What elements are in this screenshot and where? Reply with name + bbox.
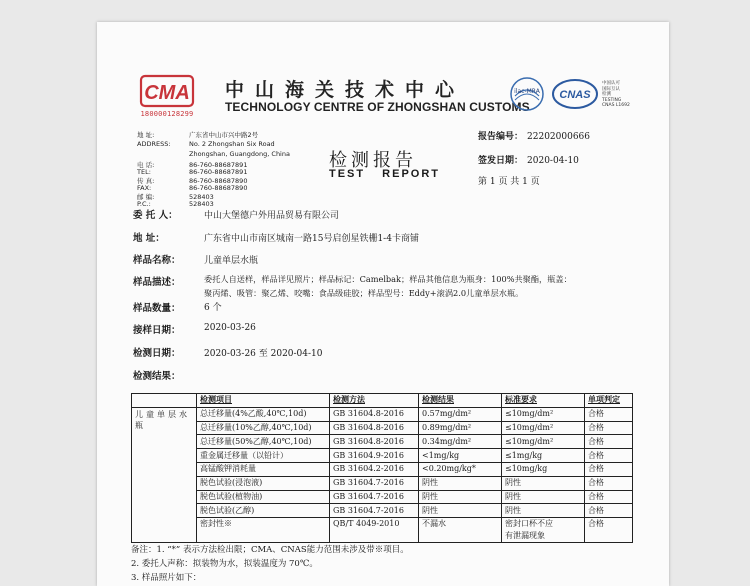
report-number: 报告编号： 22202000666 <box>478 132 591 142</box>
sample-desc-line: 聚丙烯、吸管：聚乙烯、咬嘴：食品级硅胶；样品型号：Eddy+滚涡2.0儿童单层水瓶。 <box>204 288 524 298</box>
table-cell: 总迁移量(50%乙醇,40℃,10d) <box>197 435 330 449</box>
cnas-label: CNAS <box>559 89 591 101</box>
table-cell: 不漏水 <box>419 518 502 543</box>
table-cell: 阴性 <box>419 476 502 490</box>
table-cell: 阴性 <box>502 504 585 518</box>
table-cell: GB 31604.7-2016 <box>330 490 419 504</box>
table-cell: 脱色试验(浸泡液) <box>197 476 330 490</box>
client-label: 委 托 人： <box>133 210 178 221</box>
table-cell: 合格 <box>585 407 633 421</box>
client-value: 中山大堡德户外用品贸易有限公司 <box>204 211 340 221</box>
table-cell: 阴性 <box>502 490 585 504</box>
table-cell: 0.34mg/dm² <box>419 435 502 449</box>
address-line: P.C.: 528403 <box>137 200 214 208</box>
table-cell: 高锰酸钾消耗量 <box>197 462 330 476</box>
table-cell: 合格 <box>585 504 633 518</box>
table-cell: 阴性 <box>419 490 502 504</box>
sample-qty-label: 样品数量： <box>133 303 181 314</box>
table-cell: 合格 <box>585 421 633 435</box>
cnas-logo-icon <box>551 78 599 110</box>
report-title-cn: 检测报告 <box>329 150 417 171</box>
table-row <box>132 518 633 543</box>
ilac-mra-logo-icon <box>509 76 545 112</box>
org-title-en: TECHNOLOGY CENTRE OF ZHONGSHAN CUSTOMS <box>225 100 530 114</box>
table-cell: 合格 <box>585 435 633 449</box>
table-row <box>132 462 633 476</box>
table-header-cell: 检测结果 <box>419 394 502 408</box>
table-cell: 合格 <box>585 449 633 463</box>
table-cell: 0.89mg/dm² <box>419 421 502 435</box>
address-line: Zhongshan, Guangdong, China <box>189 150 290 158</box>
table-header-row <box>132 394 633 408</box>
test-result-label: 检测结果： <box>133 371 181 382</box>
table-cell: 合格 <box>585 518 633 543</box>
table-cell: <1mg/kg <box>419 449 502 463</box>
table-cell: GB 31604.8-2016 <box>330 407 419 421</box>
table-cell: GB 31604.2-2016 <box>330 462 419 476</box>
table-cell: 密封口杯不应 有泄漏现象 <box>502 518 585 543</box>
table-cell: ≤10mg/dm² <box>502 421 585 435</box>
table-header-cell: 单项判定 <box>585 394 633 408</box>
table-row <box>132 476 633 490</box>
table-cell: 总迁移量(4%乙酸,40℃,10d) <box>197 407 330 421</box>
table-cell: ≤10mg/dm² <box>502 407 585 421</box>
test-date-label: 检测日期： <box>133 348 181 359</box>
table-cell: 合格 <box>585 490 633 504</box>
cnas-caption: 中国认可 国际互认 检测 TESTING CNAS L1692 <box>602 81 630 108</box>
report-paper <box>97 22 669 586</box>
sample-cell: 儿童单层水瓶 <box>132 407 197 542</box>
address-value: 广东省中山市南区城南一路15号启创星铁栅1-4卡商铺 <box>204 234 419 244</box>
table-cell: 合格 <box>585 462 633 476</box>
table-row <box>132 490 633 504</box>
table-cell: 阴性 <box>419 504 502 518</box>
table-row <box>132 449 633 463</box>
table-header-cell: 检测项目 <box>197 394 330 408</box>
table-cell: QB/T 4049-2010 <box>330 518 419 543</box>
address-label: 地 址： <box>133 233 165 244</box>
table-cell: ≤10mg/kg <box>502 462 585 476</box>
note-line: 备注：1. “*” 表示方法检出限；CMA、CNAS能力范围未涉及带※项目。 <box>131 545 409 555</box>
table-header-cell: 检测方法 <box>330 394 419 408</box>
address-line: ADDRESS: No. 2 Zhongshan Six Road <box>137 140 275 148</box>
table-cell: 脱色试验(乙醇) <box>197 504 330 518</box>
table-cell: 合格 <box>585 476 633 490</box>
address-line: 传 真: 86-760-88687890 <box>137 177 248 185</box>
sample-name-value: 儿童单层水瓶 <box>204 256 259 266</box>
table-cell: 密封性※ <box>197 518 330 543</box>
address-line: 邮 编: 528403 <box>137 193 214 201</box>
ilac-label: ilac-MRA <box>514 88 540 95</box>
cma-logo-icon <box>139 72 195 110</box>
page-number: 第 1 页 共 1 页 <box>478 177 540 187</box>
table-row <box>132 421 633 435</box>
table-cell: GB 31604.8-2016 <box>330 421 419 435</box>
issue-date: 签发日期： 2020-04-10 <box>478 156 579 166</box>
table-row <box>132 504 633 518</box>
table-cell: 脱色试验(植物油) <box>197 490 330 504</box>
receive-date-label: 接样日期： <box>133 325 181 336</box>
table-row <box>132 407 633 421</box>
table-cell: ≤10mg/dm² <box>502 435 585 449</box>
sample-desc-line: 委托人自送样，样品详见照片；样品标记：Camelbak；样品其他信息为瓶身：100%共聚酯，瓶盖： <box>204 274 572 284</box>
table-cell: GB 31604.8-2016 <box>330 435 419 449</box>
address-line: 电 话: 86-760-88687891 <box>137 161 248 169</box>
svg-text:CMA: CMA <box>144 82 190 104</box>
table-cell: 0.57mg/dm² <box>419 407 502 421</box>
sample-qty-value: 6 个 <box>204 303 222 313</box>
results-table <box>131 393 633 543</box>
sample-desc-label: 样品描述： <box>133 277 181 288</box>
table-cell: 总迁移量(10%乙醇,40℃,10d) <box>197 421 330 435</box>
table-cell: 重金属迁移量（以铅计） <box>197 449 330 463</box>
org-title-cn: 中山海关技术中心 <box>225 79 466 101</box>
sample-name-label: 样品名称： <box>133 255 181 266</box>
table-header-cell: 标准要求 <box>502 394 585 408</box>
report-title-en: TEST REPORT <box>329 168 441 180</box>
table-cell: GB 31604.7-2016 <box>330 504 419 518</box>
address-line: TEL: 86-760-88687891 <box>137 168 248 176</box>
table-cell: GB 31604.7-2016 <box>330 476 419 490</box>
note-line: 2. 委托人声称：拟装物为水，拟装温度为 70℃。 <box>131 559 318 569</box>
table-header-cell <box>132 394 197 408</box>
table-cell: 阴性 <box>502 476 585 490</box>
table-row <box>132 435 633 449</box>
address-line: 地 址: 广东省中山市兴中路2号 <box>137 131 259 139</box>
address-line: FAX: 86-760-88687890 <box>137 184 248 192</box>
note-line: 3. 样品照片如下： <box>131 573 202 583</box>
table-cell: GB 31604.9-2016 <box>330 449 419 463</box>
table-cell: <0.20mg/kg* <box>419 462 502 476</box>
table-cell: ≤1mg/kg <box>502 449 585 463</box>
cma-number: 180000128299 <box>140 110 194 118</box>
test-date-value: 2020-03-26 至 2020-04-10 <box>204 349 323 359</box>
receive-date-value: 2020-03-26 <box>204 323 256 333</box>
